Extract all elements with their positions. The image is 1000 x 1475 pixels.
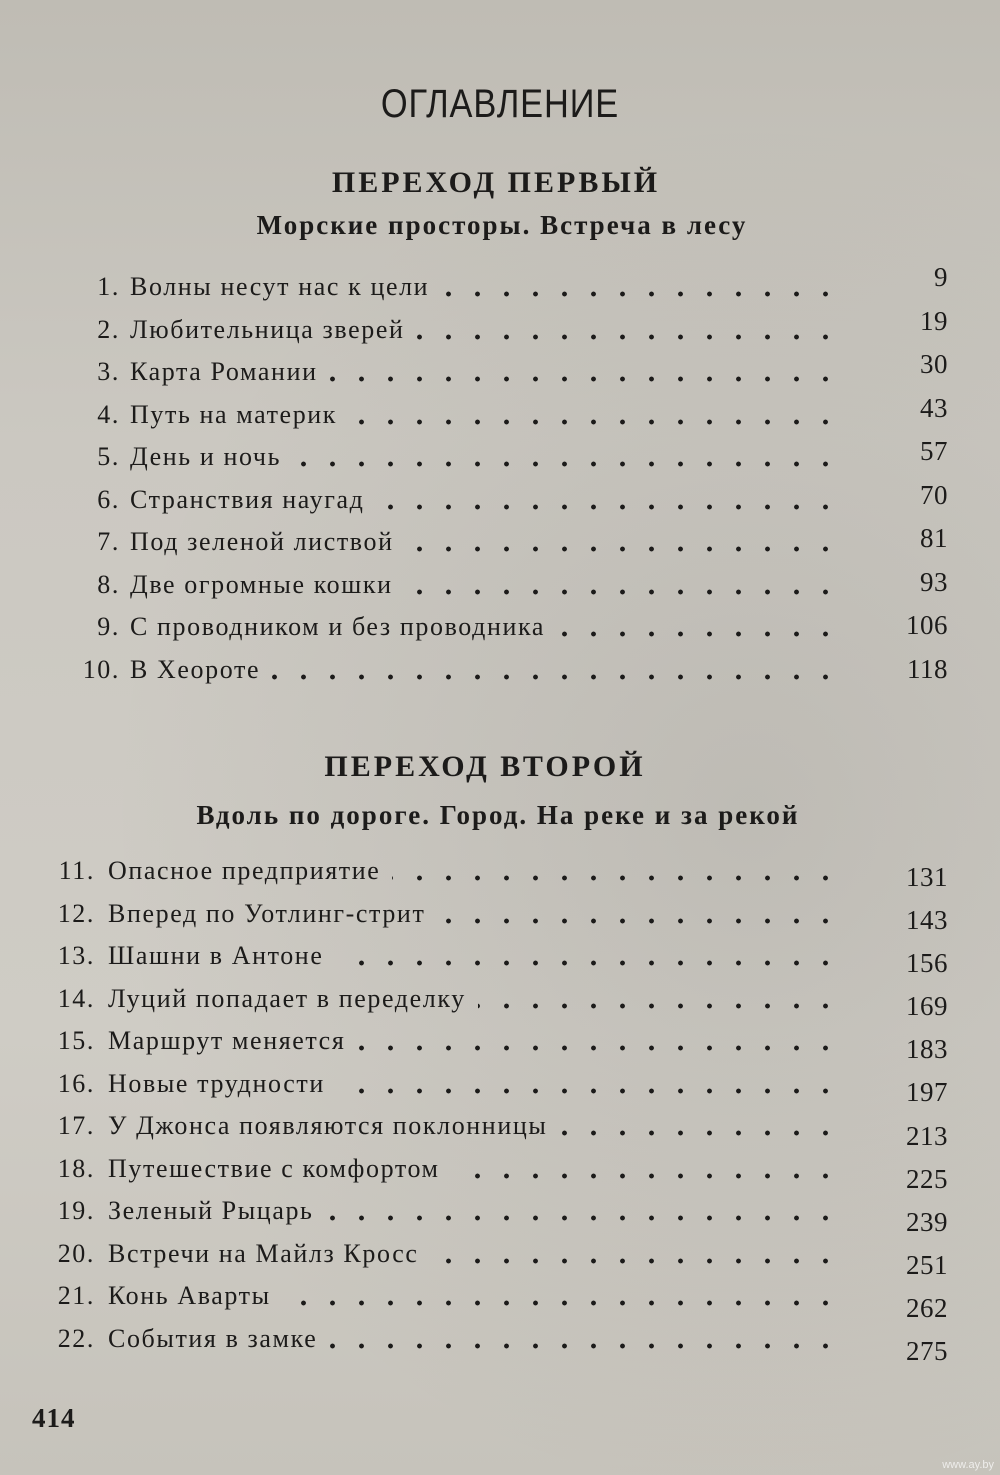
page-ref: 118 [907, 653, 948, 684]
entry-number: 12. [57, 898, 95, 928]
entry-label: В Хеороте [130, 654, 261, 684]
entry-label: Странствия наугад [130, 484, 365, 514]
entry-number: 2. [97, 314, 120, 344]
entry-label: День и ночь [130, 442, 282, 471]
entry-number: 11. [58, 856, 95, 885]
part-1-title: ПЕРЕХОД ПЕРВЫЙ [331, 166, 661, 199]
page-ref: 183 [906, 1034, 948, 1065]
page-ref: 19 [920, 305, 948, 336]
page-ref: 30 [920, 349, 948, 379]
watermark: www.ay.by [942, 1459, 994, 1471]
entry-number: 19. [57, 1196, 95, 1225]
entry-number: 1. [97, 272, 120, 301]
entry-label: Вперед по Уотлинг-стрит [108, 898, 426, 928]
page-ref: 106 [906, 610, 948, 640]
entry-number: 8. [97, 569, 120, 599]
entry-number: 18. [57, 1153, 95, 1183]
page-ref: 251 [906, 1249, 948, 1280]
part-2-page-list [0, 862, 1000, 1379]
entry-label: У Джонса появляются поклонницы [108, 1111, 548, 1140]
entry-label: Под зеленой листвой [130, 527, 394, 556]
page-ref: 81 [920, 523, 948, 553]
entry-number: 10. [82, 654, 120, 684]
page-ref: 131 [906, 862, 948, 892]
entry-number: 22. [57, 1323, 95, 1353]
entry-number: 20. [57, 1238, 95, 1268]
page-ref: 70 [920, 479, 948, 510]
entry-number: 16. [57, 1068, 95, 1098]
entry-label: Конь Аварты [108, 1281, 271, 1310]
entry-label: С проводником и без проводника [130, 612, 545, 641]
page-ref: 213 [906, 1120, 948, 1151]
entry-number: 13. [57, 941, 95, 970]
part-1-page-list [0, 262, 1000, 697]
entry-number: 9. [97, 612, 120, 641]
page-ref: 169 [906, 991, 948, 1022]
entry-label: Встречи на Майлз Кросс [108, 1238, 419, 1268]
entry-number: 5. [97, 442, 120, 471]
page-ref: 43 [920, 392, 948, 423]
page-ref: 197 [906, 1077, 948, 1108]
entry-number: 3. [97, 357, 120, 386]
entry-label: Карта Романии [130, 357, 318, 386]
entry-label: Зеленый Рыцарь [108, 1196, 314, 1225]
entry-number: 4. [97, 399, 120, 429]
page-ref: 225 [906, 1163, 948, 1194]
part-1-subtitle: Морские просторы. Встреча в лесу [256, 210, 748, 240]
page-ref: 9 [934, 262, 948, 292]
page-number: 414 [32, 1403, 76, 1433]
page-ref: 275 [906, 1336, 948, 1367]
entry-label: Две огромные кошки [130, 569, 393, 599]
page-ref: 156 [906, 948, 948, 979]
entry-number: 17. [57, 1111, 95, 1140]
page-ref: 239 [906, 1206, 948, 1237]
part-2-title: ПЕРЕХОД ВТОРОЙ [324, 750, 646, 783]
entry-number: 7. [97, 527, 120, 556]
entry-label: Опасное предприятие [108, 856, 381, 885]
entry-label: Новые трудности [108, 1068, 325, 1098]
entry-number: 21. [57, 1281, 95, 1310]
entry-number: 15. [57, 1026, 95, 1055]
part-2-subtitle: Вдоль по дороге. Город. На реке и за рекой [196, 800, 800, 830]
entry-label: Волны несут нас к цели [130, 272, 430, 301]
entry-label: Любительница зверей [130, 314, 405, 344]
page-ref: 93 [920, 566, 948, 597]
toc-title: ОГЛАВЛЕНИЕ [380, 82, 620, 126]
page-ref: 143 [906, 905, 948, 936]
page-ref: 57 [920, 436, 948, 466]
entry-label: Путешествие с комфортом [108, 1153, 440, 1183]
page-ref: 262 [906, 1292, 948, 1323]
entry-label: Шашни в Антоне [108, 941, 324, 970]
entry-label: Маршрут меняется [108, 1026, 346, 1055]
entry-number: 14. [57, 983, 95, 1013]
entry-label: Путь на материк [130, 399, 338, 429]
entry-label: События в замке [108, 1323, 318, 1353]
entry-label: Луций попадает в переделку [108, 983, 466, 1013]
entry-number: 6. [97, 484, 120, 514]
